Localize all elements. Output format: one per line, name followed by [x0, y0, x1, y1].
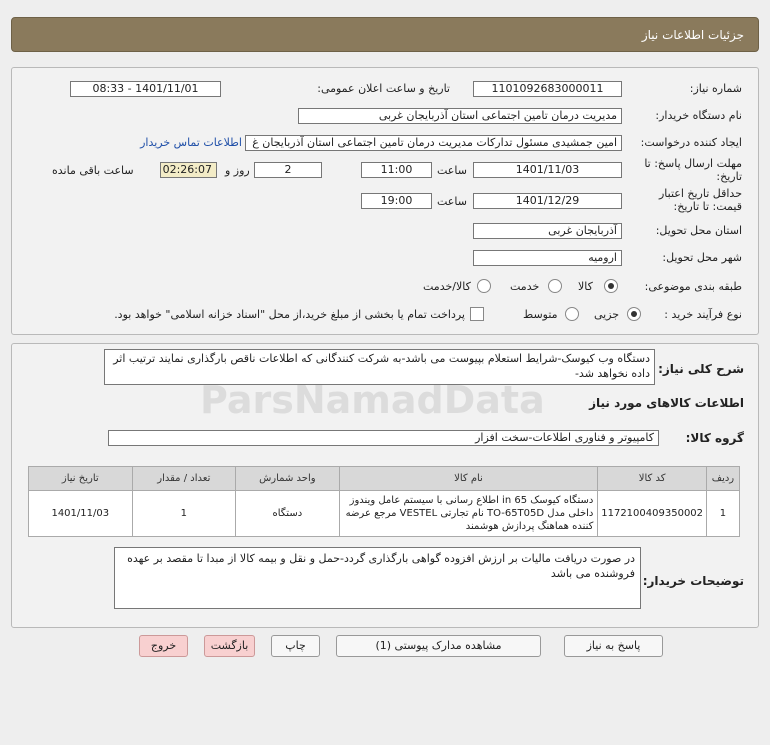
days-label: روز و	[225, 164, 250, 177]
province-field: آذربایجان غربی	[473, 223, 622, 239]
buyer-field: مدیریت درمان تامین اجتماعی استان آذربایجان غربی	[298, 108, 622, 124]
row-date: 1401/11/03	[29, 491, 133, 537]
announce-datetime-label: تاریخ و ساعت اعلان عمومی:	[317, 82, 450, 95]
reply-date-field: 1401/11/03	[473, 162, 622, 178]
price-validity-label: حداقل تاریخ اعتبار	[658, 187, 742, 200]
category-option-goods: کالا	[578, 280, 593, 293]
reply-deadline-label-date: تاریخ:	[716, 170, 742, 183]
row-unit: دستگاه	[236, 491, 340, 537]
announce-datetime-field: 1401/11/01 - 08:33	[70, 81, 221, 97]
validity-time-label: ساعت	[437, 195, 467, 208]
remaining-time-field: 02:26:07	[160, 162, 217, 178]
validity-time-field: 19:00	[361, 193, 432, 209]
category-label: طبقه بندی موضوعی:	[644, 280, 742, 293]
col-name: نام کالا	[339, 467, 598, 491]
process-option-minor: جزیی	[594, 308, 620, 321]
city-field: ارومیه	[473, 250, 622, 266]
days-remaining-field: 2	[254, 162, 322, 178]
province-label: استان محل تحویل:	[655, 224, 742, 237]
price-validity-label-date: قیمت: تا تاریخ:	[673, 200, 742, 213]
buyer-notes-label: توضیحات خریدار:	[642, 574, 744, 588]
col-qty: تعداد / مقدار	[132, 467, 236, 491]
process-radio-medium[interactable]	[565, 307, 579, 321]
category-radio-goods[interactable]	[604, 279, 618, 293]
category-radio-service[interactable]	[548, 279, 562, 293]
category-option-service: خدمت	[510, 280, 540, 293]
reply-button[interactable]: پاسخ به نیاز	[564, 635, 663, 657]
page-header	[11, 17, 759, 52]
back-button[interactable]: بازگشت	[204, 635, 255, 657]
row-code: 1172100409350002	[598, 491, 706, 537]
col-index: ردیف	[706, 467, 739, 491]
reply-deadline-label: مهلت ارسال پاسخ: تا	[644, 157, 742, 170]
buyer-contact-link[interactable]: اطلاعات تماس خریدار	[140, 136, 242, 149]
table-row	[29, 491, 740, 537]
treasury-payment-checkbox[interactable]	[470, 307, 484, 321]
col-date: تاریخ نیاز	[29, 467, 133, 491]
exit-button[interactable]: خروج	[139, 635, 188, 657]
summary-text: دستگاه وب کیوسک-شرایط استعلام بپیوست می باشد-به شرکت کنندگانی که اطلاعات ناقص بارگذاری نمایند ترتیب اثر داده نخواهد شد-	[104, 349, 655, 385]
creator-field: امین جمشیدی مسئول تدارکات مدیریت درمان تامین اجتماعی استان آذربایجان غ	[245, 135, 622, 151]
print-button[interactable]: چاپ	[271, 635, 320, 657]
buyer-notes-text: در صورت دریافت مالیات بر ارزش افزوده گواهی بارگذاری گردد-حمل و نقل و بیمه کالا از مبدا تا مقصد بر عهده فروشنده می باشد	[114, 547, 641, 609]
process-radio-minor[interactable]	[627, 307, 641, 321]
view-attachments-button[interactable]: مشاهده مدارک پیوستی (1)	[336, 635, 541, 657]
items-table-header	[29, 467, 740, 491]
process-option-medium: متوسط	[523, 308, 558, 321]
remaining-time-label: ساعت باقی مانده	[52, 164, 134, 177]
process-type-label: نوع فرآیند خرید :	[664, 308, 742, 321]
city-label: شهر محل تحویل:	[662, 251, 742, 264]
validity-date-field: 1401/12/29	[473, 193, 622, 209]
reply-time-label: ساعت	[437, 164, 467, 177]
need-number-field: 1101092683000011	[473, 81, 622, 97]
col-code: کد کالا	[598, 467, 706, 491]
need-number-label: شماره نیاز:	[689, 82, 742, 95]
treasury-payment-note: پرداخت تمام یا بخشی از مبلغ خرید،از محل "اسناد خزانه اسلامی" خواهد بود.	[114, 308, 465, 321]
row-index: 1	[706, 491, 739, 537]
creator-label: ایجاد کننده درخواست:	[640, 136, 742, 149]
col-unit: واحد شمارش	[236, 467, 340, 491]
row-name: دستگاه کیوسک 65 in اطلاع رسانی با سیستم عامل ویندوز داخلی مدل TO-65T05D نام تجارتی VESTEL مرجع عرضه کننده هماهنگ پردازش هوشمند	[339, 491, 598, 537]
goods-group-label: گروه کالا:	[685, 431, 744, 445]
items-table	[28, 466, 740, 537]
page-title: جزئیات اطلاعات نیاز	[641, 28, 744, 42]
category-radio-goods-service[interactable]	[477, 279, 491, 293]
buyer-label: نام دستگاه خریدار:	[655, 109, 742, 122]
category-option-goods-service: کالا/خدمت	[423, 280, 471, 293]
reply-time-field: 11:00	[361, 162, 432, 178]
summary-label: شرح کلی نیاز:	[658, 362, 744, 376]
goods-section-title: اطلاعات کالاهای مورد نیاز	[589, 396, 744, 410]
goods-group-field: کامپیوتر و فناوری اطلاعات-سخت افزار	[108, 430, 659, 446]
row-qty: 1	[132, 491, 236, 537]
